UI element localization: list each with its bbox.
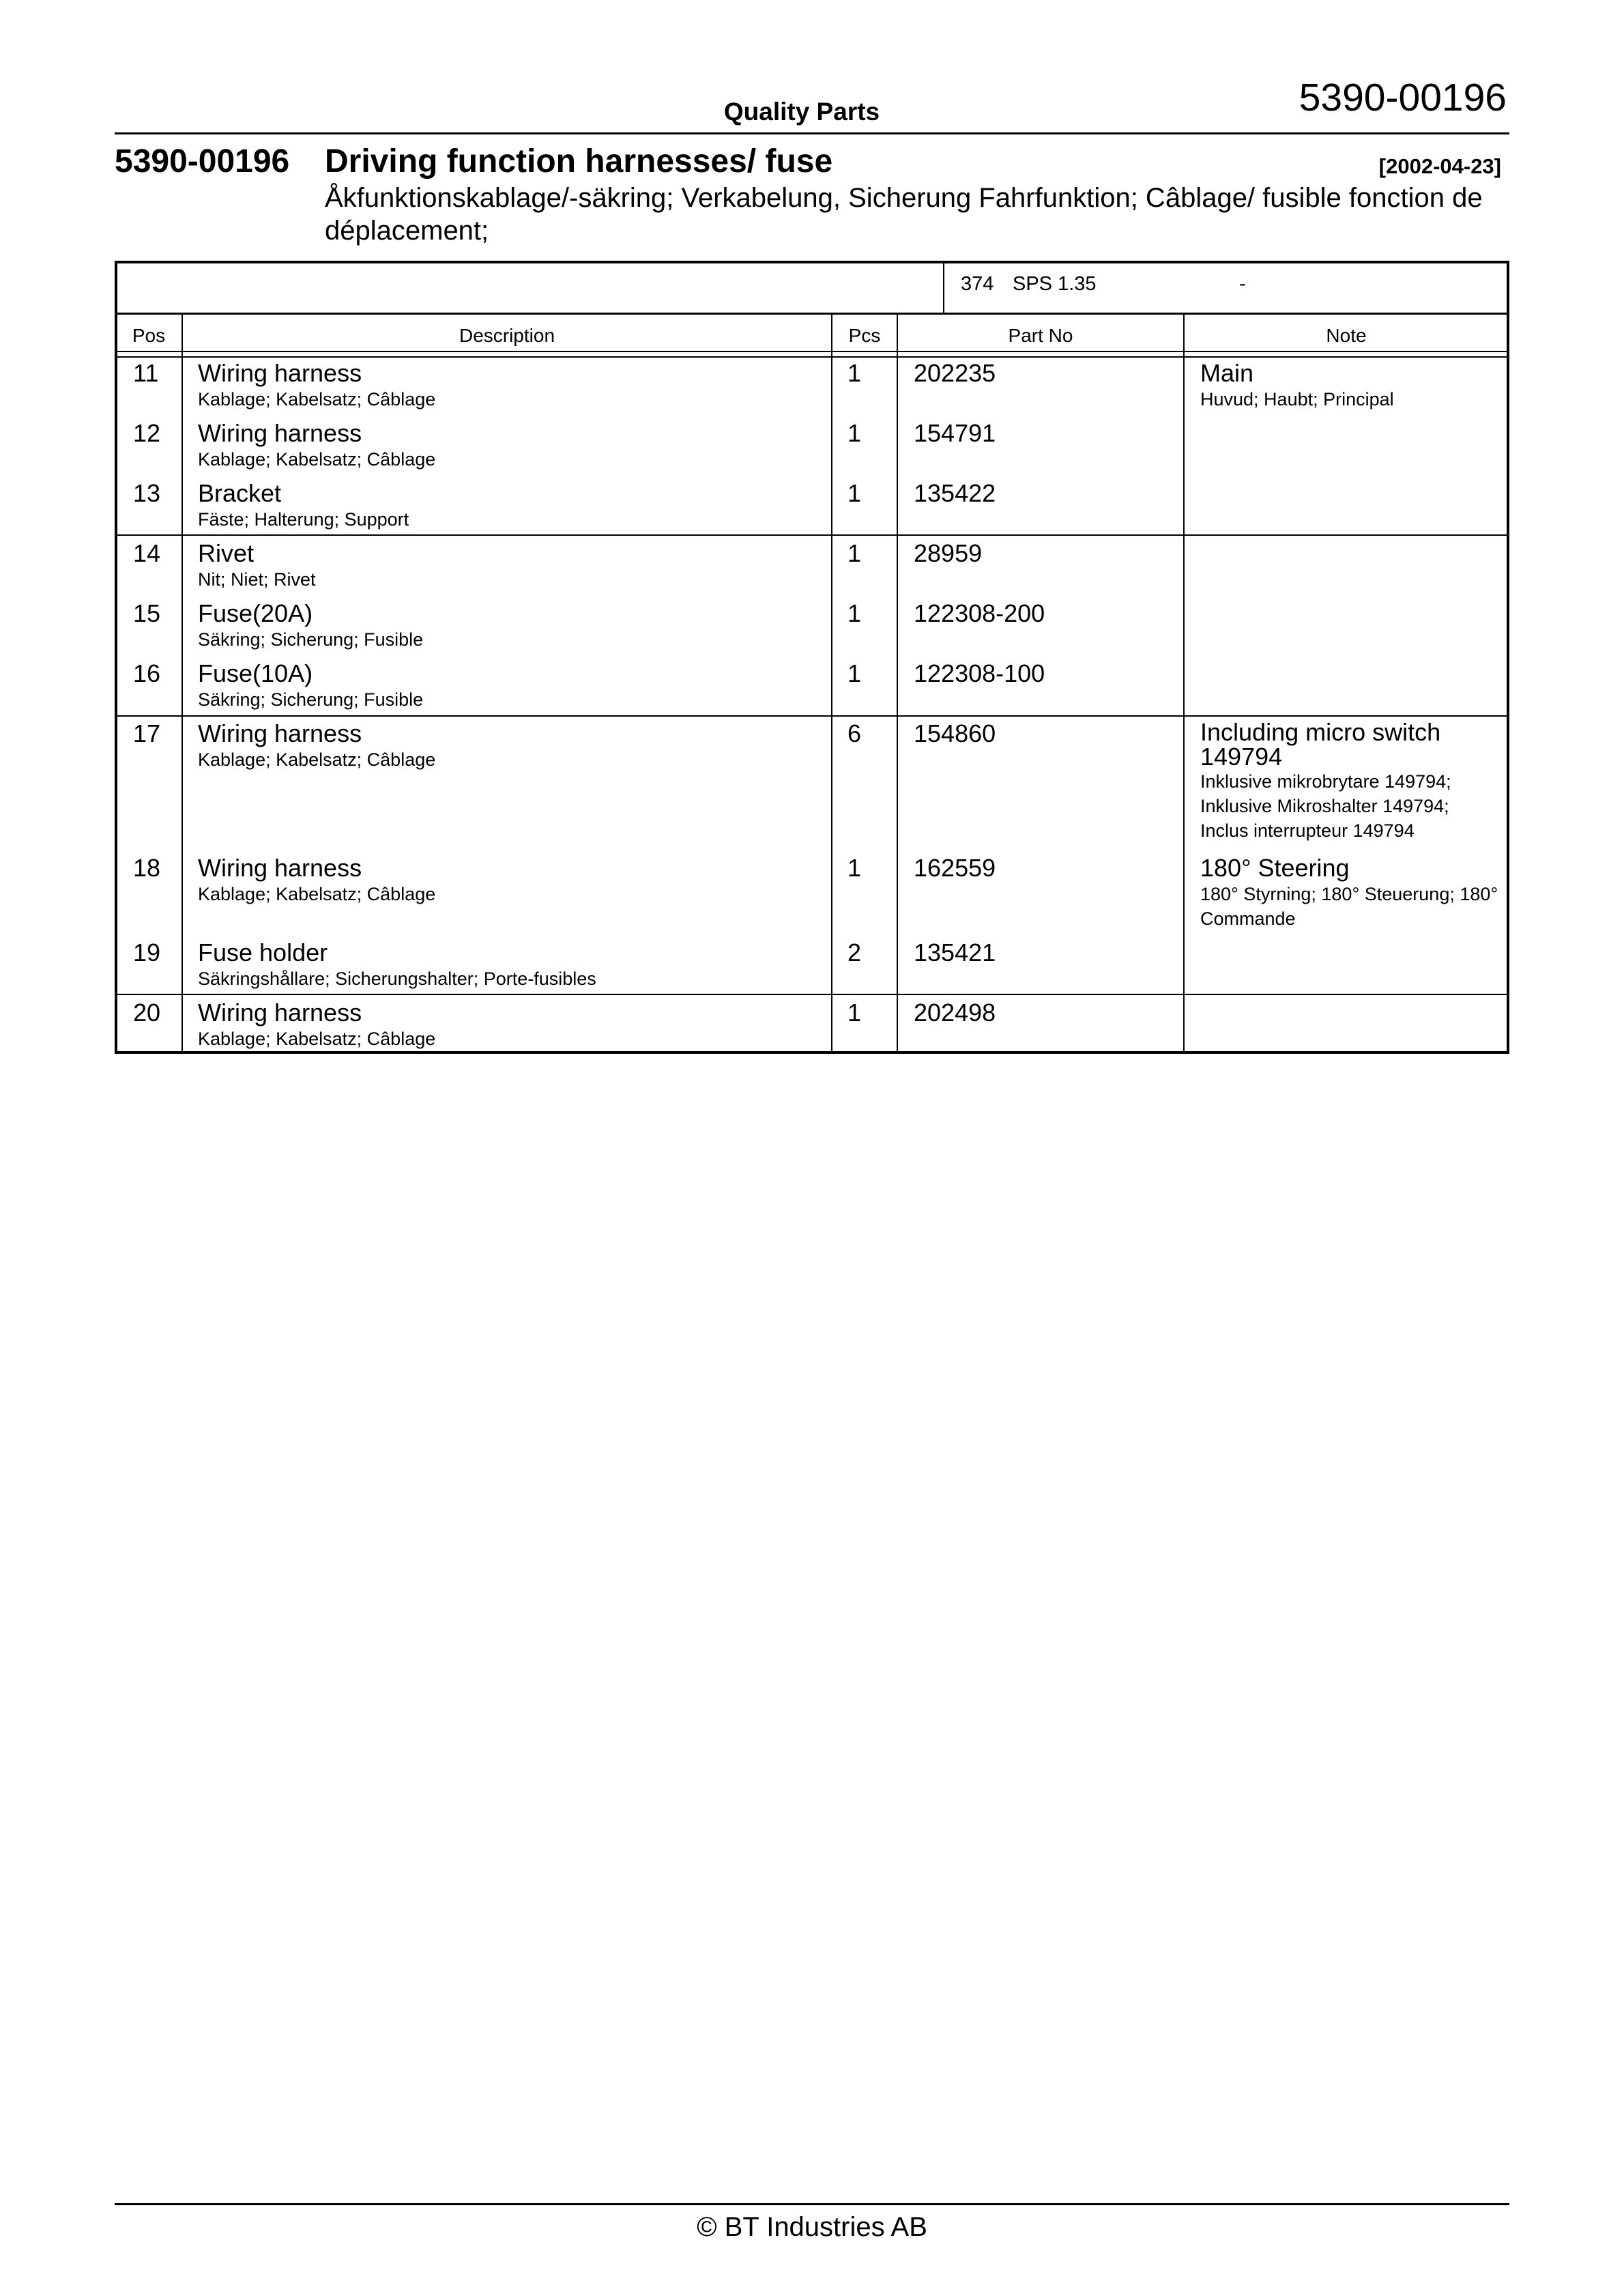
row-pcs: 1 — [847, 539, 862, 567]
row-description: Wiring harness — [198, 359, 362, 387]
column-header-description: Description — [459, 325, 555, 346]
row-description-translation: Kablage; Kabelsatz; Câblage — [198, 884, 436, 904]
column-divider — [182, 314, 183, 1052]
title-part-number: 5390-00196 — [115, 143, 290, 180]
row-pos: 11 — [133, 359, 159, 387]
row-note-translation: 180° Styrning; 180° Steuerung; 180° Commande — [1200, 884, 1498, 929]
spec-dash: - — [1239, 273, 1246, 295]
row-pos: 18 — [133, 854, 161, 882]
row-pos: 17 — [133, 719, 161, 747]
header-rule-1 — [116, 351, 1508, 352]
row-part-no: 28959 — [914, 539, 983, 567]
row-pcs: 1 — [847, 599, 862, 627]
row-pcs: 1 — [847, 359, 862, 387]
document-number: 5390-00196 — [1299, 76, 1507, 119]
row-description-translation: Kablage; Kabelsatz; Câblage — [198, 1029, 436, 1049]
row-description: Rivet — [198, 539, 255, 567]
brand-heading: Quality Parts — [723, 98, 880, 126]
row-pcs: 1 — [847, 479, 862, 507]
row-part-no: 202498 — [914, 999, 996, 1027]
row-description: Fuse holder — [198, 938, 328, 966]
spec-model: SPS 1.35 — [1013, 273, 1097, 295]
row-part-no: 154860 — [914, 719, 996, 747]
row-description: Wiring harness — [198, 419, 362, 447]
spec-code: 374 — [961, 273, 994, 295]
row-pcs: 1 — [847, 999, 862, 1027]
group-rule — [116, 534, 1508, 536]
column-header-part-no: Part No — [1008, 325, 1073, 346]
row-pos: 19 — [133, 938, 161, 966]
group-rule — [116, 994, 1508, 995]
row-pcs: 1 — [847, 854, 862, 882]
row-pos: 20 — [133, 999, 161, 1027]
row-pcs: 1 — [847, 659, 862, 687]
row-description: Wiring harness — [198, 854, 362, 882]
column-header-pos: Pos — [132, 325, 166, 346]
row-part-no: 135421 — [914, 938, 996, 966]
row-part-no: 122308-100 — [914, 659, 1045, 687]
row-description-translation: Kablage; Kabelsatz; Câblage — [198, 449, 436, 470]
footer-rule — [115, 2203, 1509, 2205]
row-description-translation: Kablage; Kabelsatz; Câblage — [198, 389, 436, 410]
column-header-note: Note — [1326, 325, 1367, 346]
footer-copyright: © BT Industries AB — [697, 2212, 927, 2242]
spec-divider — [943, 262, 944, 314]
row-description-translation: Nit; Niet; Rivet — [198, 569, 316, 590]
column-divider — [897, 314, 898, 1052]
row-part-no: 154791 — [914, 419, 996, 447]
column-divider — [831, 314, 832, 1052]
page-title: Driving function harnesses/ fuse — [325, 143, 833, 180]
row-note-translation: Inklusive mikrobrytare 149794; Inklusive Mikroshalter 149794; Inclus interrupteur 149794 — [1200, 771, 1451, 841]
row-description: Fuse(10A) — [198, 659, 313, 687]
row-note: Main — [1200, 359, 1254, 387]
group-rule — [116, 715, 1508, 717]
row-part-no: 135422 — [914, 479, 996, 507]
row-description-translation: Säkring; Sicherung; Fusible — [198, 629, 424, 650]
row-pos: 12 — [133, 419, 161, 447]
row-part-no: 122308-200 — [914, 599, 1045, 627]
spec-rule — [116, 313, 1508, 315]
header-rule-2 — [116, 356, 1508, 358]
row-description-translation: Kablage; Kabelsatz; Câblage — [198, 749, 436, 770]
header-rule — [115, 132, 1509, 134]
row-pcs: 1 — [847, 419, 862, 447]
row-note: Including micro switch 149794 — [1200, 718, 1441, 771]
row-pos: 14 — [133, 539, 161, 567]
row-pos: 13 — [133, 479, 161, 507]
row-part-no: 202235 — [914, 359, 996, 387]
column-divider — [1183, 314, 1185, 1052]
title-date: [2002-04-23] — [1378, 154, 1501, 178]
row-pcs: 6 — [847, 719, 862, 747]
row-pos: 16 — [133, 659, 161, 687]
title-translations: Åkfunktionskablage/-säkring; Verkabelung, Sicherung Fahrfunktion; Câblage/ fusible fonction de déplacement; — [325, 183, 1483, 246]
row-note: 180° Steering — [1200, 854, 1350, 882]
row-description: Bracket — [198, 479, 282, 507]
row-pos: 15 — [133, 599, 161, 627]
row-description: Fuse(20A) — [198, 599, 313, 627]
row-description: Wiring harness — [198, 719, 362, 747]
row-note-translation: Huvud; Haubt; Principal — [1200, 389, 1394, 410]
row-description-translation: Fäste; Halterung; Support — [198, 509, 409, 530]
column-header-pcs: Pcs — [848, 325, 881, 346]
row-part-no: 162559 — [914, 854, 996, 882]
row-description: Wiring harness — [198, 999, 362, 1027]
row-pcs: 2 — [847, 938, 862, 966]
row-description-translation: Säkringshållare; Sicherungshalter; Porte-fusibles — [198, 968, 596, 989]
row-description-translation: Säkring; Sicherung; Fusible — [198, 689, 424, 710]
